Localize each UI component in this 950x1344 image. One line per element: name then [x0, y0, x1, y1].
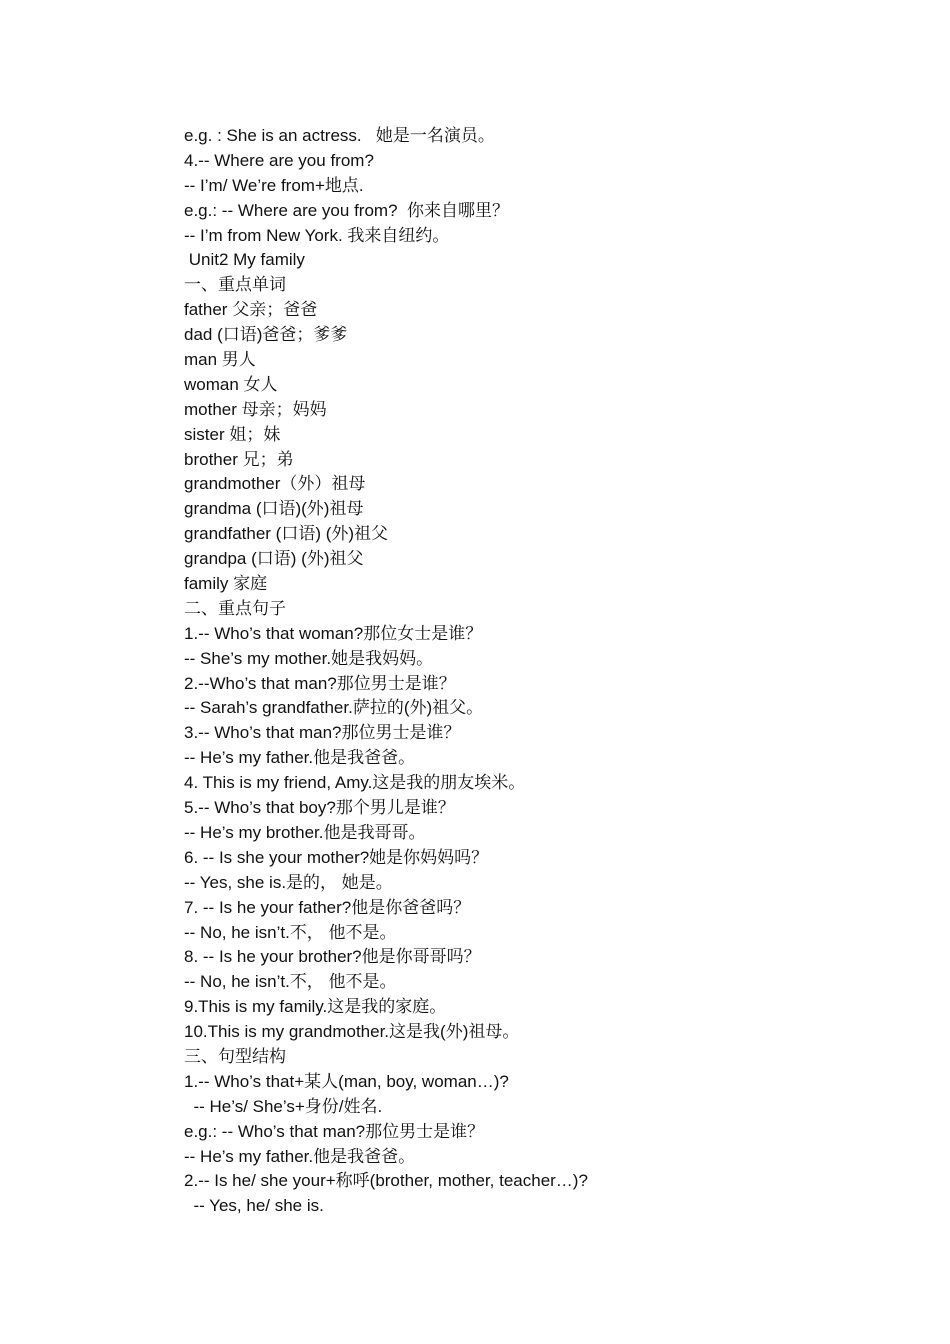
text-line: 5.-- Who’s that boy?那个男儿是谁？	[184, 798, 455, 818]
text-line: 1.-- Who’s that woman?那位女士是谁？	[184, 623, 483, 643]
text-line: grandpa (口语) (外)祖父	[184, 549, 364, 569]
text-line: -- No, he isn’t.不， 他不是。	[184, 972, 397, 992]
text-line: grandmother（外）祖母	[184, 474, 366, 494]
text-line: dad (口语)爸爸；爹爹	[184, 325, 348, 345]
text-line: 3.-- Who’s that man?那位男士是谁？	[184, 723, 461, 743]
text-line: sister 姐；妹	[184, 424, 281, 444]
text-line: 一、重点单词	[184, 275, 286, 295]
document-page	[184, 124, 884, 1219]
text-line: Unit2 My family	[184, 250, 305, 270]
text-line: -- Yes, she is.是的， 她是。	[184, 872, 393, 892]
text-line: 三、句型结构	[184, 1046, 286, 1066]
text-line: 8. -- Is he your brother?他是你哥哥吗？	[184, 947, 481, 967]
text-line: father 父亲；爸爸	[184, 300, 318, 320]
text-line: 10.This is my grandmother.这是我(外)祖母。	[184, 1022, 520, 1042]
text-line: 6. -- Is she your mother?她是你妈妈吗？	[184, 847, 489, 867]
text-line: grandfather (口语) (外)祖父	[184, 524, 389, 544]
text-line: family 家庭	[184, 574, 268, 594]
text-line: grandma (口语)(外)祖母	[184, 499, 364, 519]
text-line: 7. -- Is he your father?他是你爸爸吗？	[184, 897, 471, 917]
text-line: 9.This is my family.这是我的家庭。	[184, 997, 447, 1017]
text-line: 2.--Who’s that man?那位男士是谁？	[184, 673, 456, 693]
text-line: 4.-- Where are you from?	[184, 150, 374, 170]
text-line: -- I’m/ We’re from+地点.	[184, 175, 364, 195]
text-line: woman 女人	[184, 374, 278, 394]
text-line: 二、重点句子	[184, 598, 286, 618]
text-line: 4. This is my friend, Amy.这是我的朋友埃米。	[184, 773, 526, 793]
text-line: -- He’s my father.他是我爸爸。	[184, 748, 416, 768]
text-line: -- Sarah’s grandfather.萨拉的(外)祖父。	[184, 698, 484, 718]
text-line: -- He’s/ She’s+身份/姓名.	[184, 1096, 383, 1116]
text-line: mother 母亲；妈妈	[184, 399, 327, 419]
text-line: -- He’s my brother.他是我哥哥。	[184, 822, 426, 842]
text-line: -- I’m from New York. 我来自纽约。	[184, 225, 450, 245]
text-line: brother 兄；弟	[184, 449, 294, 469]
text-line: -- Yes, he/ she is.	[184, 1196, 324, 1216]
text-line: 1.-- Who’s that+某人(man, boy, woman…)?	[184, 1071, 509, 1091]
text-line: e.g.: -- Who’s that man?那位男士是谁？	[184, 1121, 485, 1141]
text-line: man 男人	[184, 350, 256, 370]
text-line: -- No, he isn’t.不， 他不是。	[184, 922, 397, 942]
text-line: -- She’s my mother.她是我妈妈。	[184, 648, 434, 668]
text-line: e.g. : She is an actress. 她是一名演员。	[184, 126, 495, 145]
text-line: 2.-- Is he/ she your+称呼(brother, mother, teacher…)?	[184, 1171, 588, 1191]
text-line: e.g.: -- Where are you from? 你来自哪里？	[184, 200, 509, 220]
text-line: -- He’s my father.他是我爸爸。	[184, 1146, 416, 1166]
